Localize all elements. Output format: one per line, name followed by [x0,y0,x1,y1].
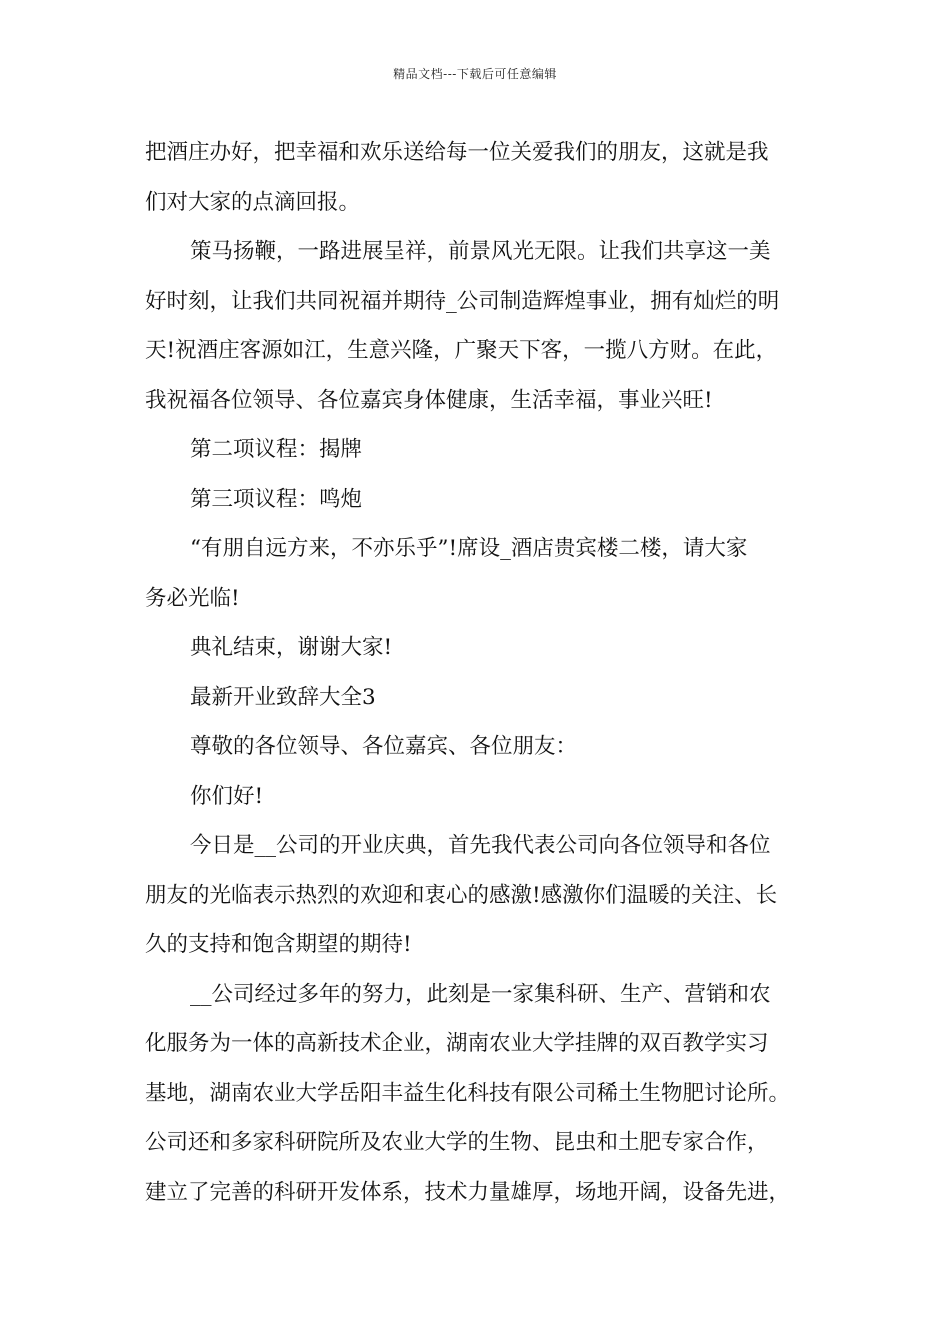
text-line: 你们好! [190,783,264,809]
text-line: 化服务为一体的高新技术企业，湖南农业大学挂牌的双百教学实习 [145,1031,769,1056]
text-line: 典礼结束，谢谢大家! [190,635,393,660]
text-line: 朋友的光临表示热烈的欢迎和衷心的感激!感激你们温暖的关注、长 [145,882,778,908]
text-line: “有朋自远方来，不亦乐乎”!席设_酒店贵宾楼二楼，请大家 [190,536,748,561]
text-line: 建立了完善的科研开发体系，技术力量雄厚，场地开阔，设备先进， [145,1179,791,1205]
text-line: 我祝福各位领导、各位嘉宾身体健康，生活幸福，事业兴旺! [145,387,713,413]
page-header: 精品文档---下载后可任意编辑 [393,67,557,81]
text-line: 务必光临! [145,585,240,611]
text-line: 基地，湖南农业大学岳阳丰益生化科技有限公司稀土生物肥讨论所。 [145,1080,791,1106]
text-line: 公司还和多家科研院所及农业大学的生物、昆虫和土肥专家合作， [145,1130,769,1155]
text-line: 久的支持和饱含期望的期待! [145,932,412,957]
text-line: 天!祝酒庄客源如江，生意兴隆，广聚天下客，一揽八方财。在此， [145,338,778,363]
text-line: 把酒庄办好，把幸福和欢乐送给每一位关爱我们的朋友，这就是我 [145,140,769,165]
text-line: 策马扬鞭，一路进展呈祥，前景风光无限。让我们共享这一美 [190,239,771,264]
text-line: 第三项议程：鸣炮 [190,486,363,512]
text-line: 们对大家的点滴回报。 [145,189,361,215]
text-line: 好时刻，让我们共同祝福并期待_公司制造辉煌事业，拥有灿烂的明 [145,288,780,314]
document-body [145,128,825,1217]
text-line: 今日是__公司的开业庆典，首先我代表公司向各位领导和各位 [190,833,771,858]
section-heading: 最新开业致辞大全3 [190,684,376,710]
text-line: 尊敬的各位领导、各位嘉宾、各位朋友： [190,734,578,759]
text-line: 第二项议程：揭牌 [190,437,363,462]
text-line: __公司经过多年的努力，此刻是一家集科研、生产、营销和农 [190,981,771,1007]
